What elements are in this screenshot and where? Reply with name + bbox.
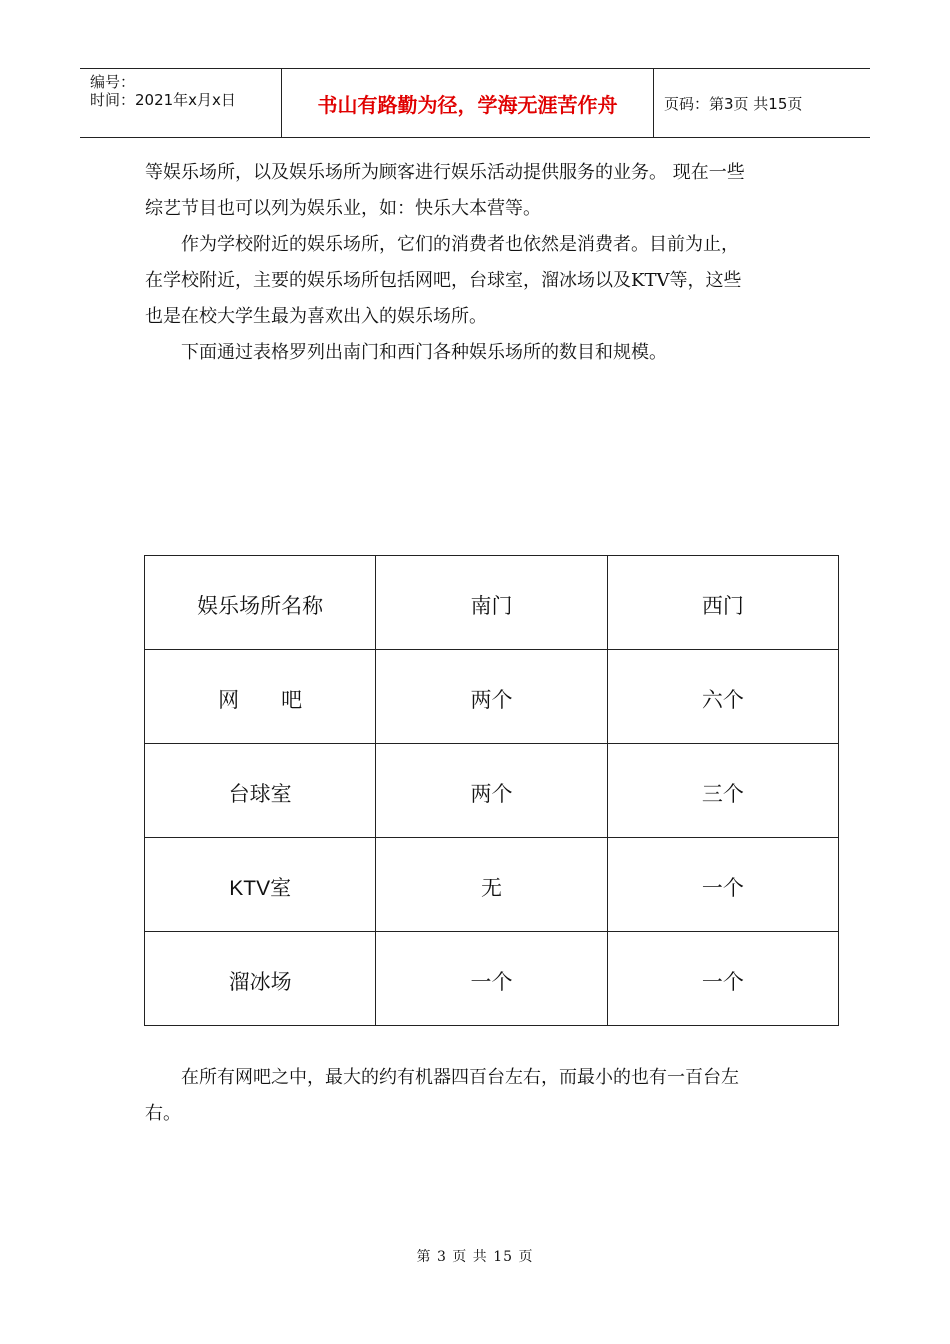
- paragraph-line: 等娱乐场所，以及娱乐场所为顾客进行娱乐活动提供服务的业务。 现在一些: [145, 162, 745, 183]
- table-header-row: [145, 556, 839, 650]
- paragraph-line: 也是在校大学生最为喜欢出入的娱乐场所。: [145, 306, 487, 327]
- table-cell: 三个: [607, 744, 838, 838]
- paragraph-line: 在所有网吧之中，最大的约有机器四百台左右，而最小的也有一百台左: [181, 1067, 739, 1088]
- table-cell: 一个: [607, 932, 838, 1026]
- table-row: [145, 932, 839, 1026]
- table-row: [145, 838, 839, 932]
- table-cell: 网 吧: [145, 650, 376, 744]
- table-cell: 一个: [376, 932, 607, 1026]
- document-date-label: 时间：2021年x月x日: [90, 91, 236, 109]
- table-cell: 台球室: [145, 744, 376, 838]
- table-cell: 两个: [376, 744, 607, 838]
- header-page-number: 页码：第3页 共15页: [664, 94, 803, 113]
- table-header-cell: 南门: [376, 556, 607, 650]
- table-cell: 无: [376, 838, 607, 932]
- header-motto: 书山有路勤为径，学海无涯苦作舟: [282, 69, 654, 137]
- paragraph-line: 下面通过表格罗列出南门和西门各种娱乐场所的数目和规模。: [181, 342, 667, 363]
- venue-count-table: [144, 555, 839, 1026]
- table-row: [145, 650, 839, 744]
- table-header-cell: 西门: [607, 556, 838, 650]
- document-body-top: [145, 155, 825, 371]
- table-cell: KTV室: [145, 838, 376, 932]
- paragraph-line: 作为学校附近的娱乐场所，它们的消费者也依然是消费者。目前为止，: [181, 234, 739, 255]
- paragraph-line: 右。: [145, 1103, 181, 1124]
- paragraph-line: 在学校附近，主要的娱乐场所包括网吧，台球室，溜冰场以及KTV等，这些: [145, 270, 742, 291]
- header-meta: [80, 69, 282, 137]
- table-row: [145, 744, 839, 838]
- table-cell: 一个: [607, 838, 838, 932]
- document-body-bottom: [145, 1060, 825, 1132]
- page-footer: 第 3 页 共 15 页: [416, 1249, 534, 1265]
- document-number-label: 编号：: [90, 73, 136, 91]
- page-header: [80, 68, 870, 138]
- table-header-cell: 娱乐场所名称: [145, 556, 376, 650]
- table-cell: 六个: [607, 650, 838, 744]
- table-cell: 两个: [376, 650, 607, 744]
- paragraph-line: 综艺节目也可以列为娱乐业，如：快乐大本营等。: [145, 198, 541, 219]
- table-cell: 溜冰场: [145, 932, 376, 1026]
